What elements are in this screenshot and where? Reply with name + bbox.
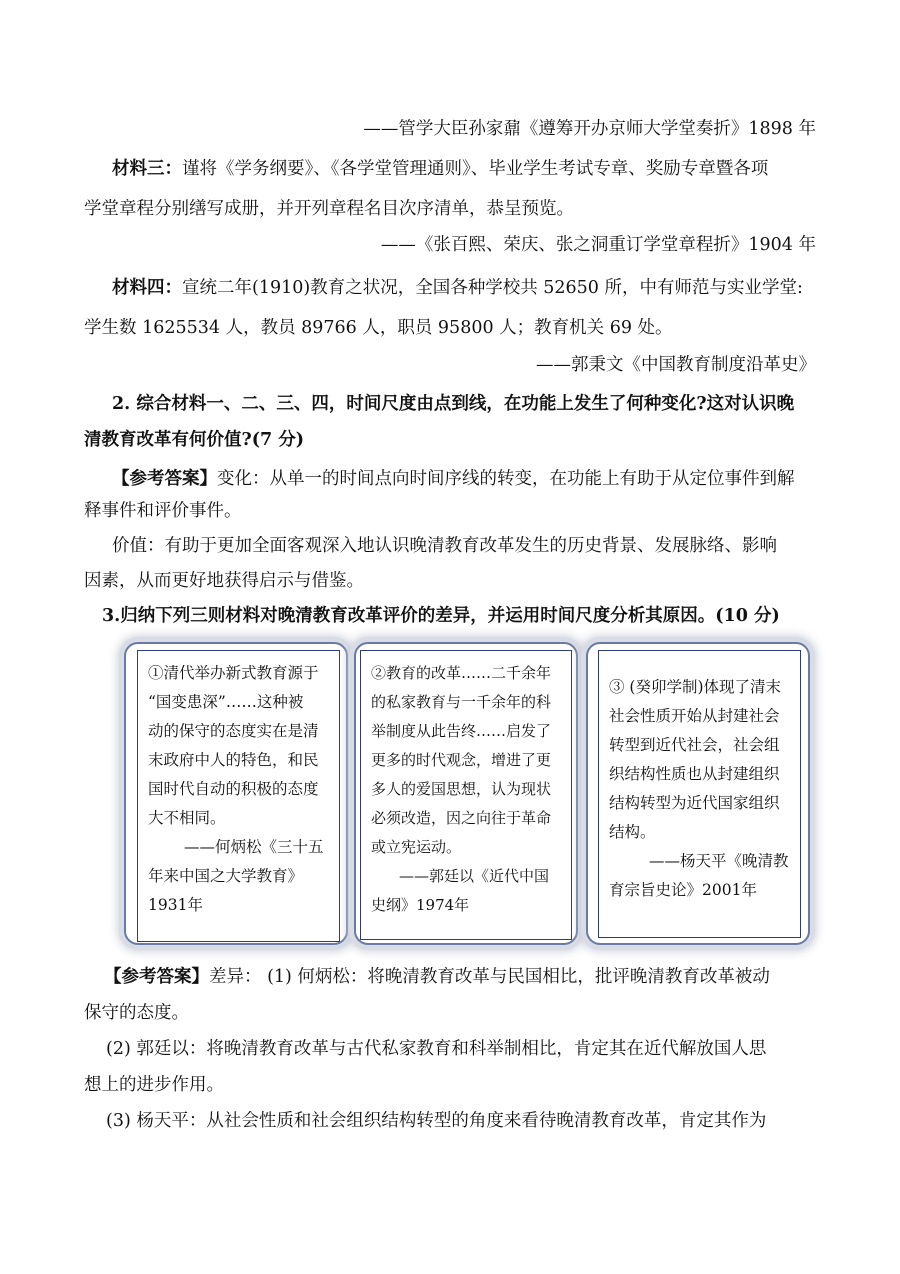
answer2-line1 bbox=[112, 467, 816, 491]
box3-line: 织结构性质也从封建组织 bbox=[609, 765, 780, 783]
box3-citation: ——杨天平《晚清教 bbox=[649, 852, 789, 870]
box3-line: 结构转型为近代国家组织 bbox=[609, 794, 780, 812]
answer3-line1 bbox=[104, 965, 816, 989]
box2-citation: ——郭廷以《近代中国 bbox=[399, 867, 550, 885]
answer3-line3: (2) 郭廷以：将晚清教育改革与古代私家教育和科举制相比，肯定其在近代解放国人思 bbox=[106, 1039, 767, 1059]
answer3-label: 【参考答案】 bbox=[104, 967, 209, 987]
material-box-2-content bbox=[360, 650, 572, 940]
answer2-text1: 变化：从单一的时间点向时间序线的转变，在功能上有助于从定位事件到解 bbox=[217, 469, 795, 489]
box1-line: 动的保守的态度实在是清 bbox=[148, 722, 319, 740]
box2-line: 更多的时代观念，增进了更 bbox=[371, 751, 552, 769]
box3-citation: 育宗旨史论》2001年 bbox=[609, 881, 757, 899]
box2-line: 必须改造，因之向往于革命 bbox=[371, 809, 552, 827]
material4-text1: 宣统二年(1910)教育之状况，全国各种学校共 52650 所，中有师范与实业学堂: bbox=[182, 278, 803, 298]
box1-line: “国变患深”……这种被 bbox=[148, 693, 304, 711]
box3-line: ③ (癸卯学制)体现了清末 bbox=[609, 678, 782, 696]
answer3-line2: 保守的态度。 bbox=[84, 1003, 189, 1023]
material3-line2: 学堂章程分别缮写成册，并开列章程名目次序清单，恭呈预览。 bbox=[84, 199, 574, 219]
answer2-line2: 释事件和评价事件。 bbox=[84, 501, 242, 521]
box1-line: 大不相同。 bbox=[148, 809, 226, 827]
answer3-line5: (3) 杨天平：从社会性质和社会组织结构转型的角度来看待晚清教育改革，肯定其作为 bbox=[106, 1111, 767, 1131]
material3-text1: 谨将《学务纲要》、《各学堂管理通则》、毕业学生考试专章、奖励专章暨各项 bbox=[182, 159, 769, 179]
box1-line: 国时代自动的积极的态度 bbox=[148, 780, 319, 798]
material3-line1 bbox=[112, 157, 816, 181]
box1-citation: 年来中国之大学教育》 bbox=[148, 867, 304, 885]
source2-citation: ——管学大臣孙家鼐《遵筹开办京师大学堂奏折》1898 年 bbox=[363, 119, 816, 139]
box3-line: 结构。 bbox=[609, 823, 656, 841]
question2-line1: 2. 综合材料一、二、三、四，时间尺度由点到线，在功能上发生了何种变化?这对认识晚 bbox=[112, 394, 795, 414]
box2-line: ②教育的改革……二千余年 bbox=[371, 664, 552, 682]
box3-line: 转型到近代社会，社会组 bbox=[609, 736, 780, 754]
box2-line: 或立宪运动。 bbox=[371, 838, 462, 856]
box2-line: 举制度从此告终……启发了 bbox=[371, 722, 552, 740]
question2-line2: 清教育改革有何价值?(7 分) bbox=[84, 430, 305, 450]
material-box-3-content bbox=[598, 650, 801, 938]
material4-line1 bbox=[112, 276, 816, 300]
box1-line: ①清代举办新式教育源于 bbox=[148, 664, 319, 682]
box2-citation: 史纲》1974年 bbox=[371, 896, 470, 914]
material4-citation: ——郭秉文《中国教育制度沿革史》 bbox=[536, 355, 816, 375]
box1-line: 末政府中人的特色，和民 bbox=[148, 751, 319, 769]
box1-citation: 1931年 bbox=[148, 896, 203, 914]
box3-line: 社会性质开始从封建社会 bbox=[609, 707, 780, 725]
box2-line: 多人的爱国思想，认为现状 bbox=[371, 780, 552, 798]
answer2-line3: 价值：有助于更加全面客观深入地认识晚清教育改革发生的历史背景、发展脉络、影响 bbox=[112, 536, 777, 556]
material-box-1-content bbox=[137, 650, 340, 942]
material4-label: 材料四： bbox=[112, 278, 182, 298]
answer2-label: 【参考答案】 bbox=[112, 469, 217, 489]
material3-citation: ——《张百熙、荣庆、张之洞重订学堂章程折》1904 年 bbox=[380, 235, 816, 255]
answer2-line4: 因素，从而更好地获得启示与借鉴。 bbox=[84, 571, 364, 591]
question3: 3.归纳下列三则材料对晚清教育改革评价的差异，并运用时间尺度分析其原因。(10 分) bbox=[102, 606, 780, 626]
answer3-line4: 想上的进步作用。 bbox=[84, 1075, 224, 1095]
box1-citation: ——何炳松《三十五 bbox=[184, 838, 324, 856]
material4-line2: 学生数 1625534 人，教员 89766 人，职员 95800 人；教育机关 69 处。 bbox=[84, 318, 673, 338]
material3-label: 材料三： bbox=[112, 159, 182, 179]
answer3-text1: 差异： (1) 何炳松：将晚清教育改革与民国相比，批评晚清教育改革被动 bbox=[209, 967, 770, 987]
box2-line: 的私家教育与一千余年的科 bbox=[371, 693, 552, 711]
